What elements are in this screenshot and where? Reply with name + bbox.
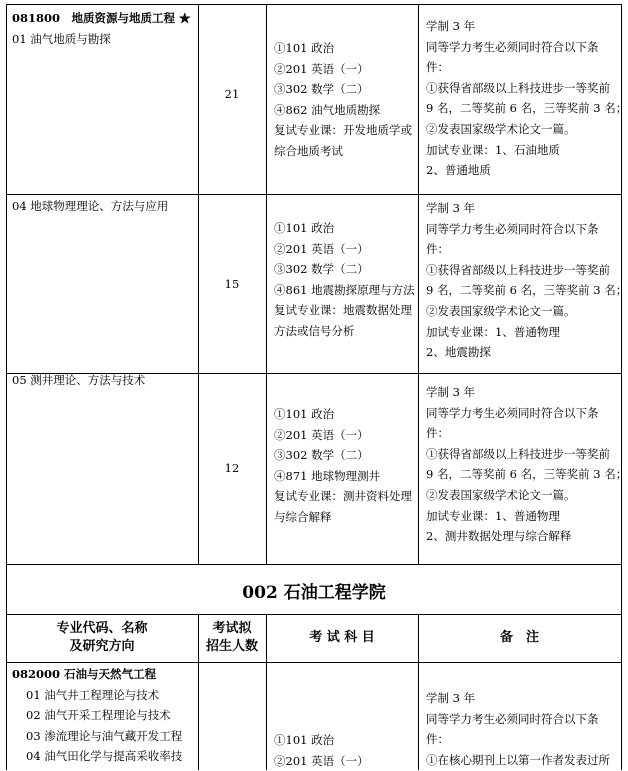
subjects-cell (274, 404, 416, 528)
header-divider (6, 662, 622, 663)
col-divider (266, 4, 267, 564)
admission-table (6, 4, 628, 770)
subject-line: 复试专业课：地震数据处理 (274, 303, 412, 318)
note-line: 件： (426, 426, 449, 441)
note-line: 学制 3 年 (426, 19, 476, 33)
subject-line: ①101 政治 (274, 221, 335, 235)
direction-name: 02 油气开采工程理论与技术 (26, 708, 171, 723)
col-divider (418, 4, 419, 564)
note-line: 件： (426, 242, 449, 257)
note-line: 9 名，二等奖前 6 名，三等奖前 3 名； (426, 101, 628, 116)
direction-name: 03 渗流理论与油气藏开发工程 (26, 728, 183, 743)
note-line: ②发表国家级学术论文一篇。 (426, 121, 576, 136)
direction-name: 04 地球物理理论、方法与应用 (12, 199, 169, 213)
direction-name: 01 油气井工程理论与技术 (26, 687, 160, 702)
subject-line: ②201 英语（一） (274, 241, 369, 256)
section-divider (6, 614, 622, 615)
subjects-cell (274, 38, 416, 162)
note-line: ①在核心期刊上以第一作者发表过所 (426, 752, 610, 767)
header-count (198, 620, 266, 656)
note-line: 9 名，二等奖前 6 名，三等奖前 3 名； (426, 283, 628, 298)
note-line: 同等学力考生必须同时符合以下条 (426, 221, 599, 236)
section-title: 002 石油工程学院 (242, 583, 386, 603)
note-line: 件： (426, 60, 449, 75)
note-line: 加试专业课：1、普通物理 (426, 324, 560, 339)
subject-line: ①101 政治 (274, 407, 335, 421)
table-border-right (621, 4, 622, 770)
subject-line: 方法或信号分析 (274, 323, 355, 338)
direction-cell (12, 370, 196, 391)
table-border-top (6, 4, 622, 5)
note-line: 2、测井数据处理与综合解释 (426, 529, 572, 544)
note-line: 同等学力考生必须同时符合以下条 (426, 39, 599, 54)
major-cell (12, 8, 196, 49)
notes-cell (426, 16, 628, 181)
direction-name: 01 油气地质与勘探 (12, 31, 111, 46)
note-line: 同等学力考生必须同时符合以下条 (426, 711, 599, 726)
note-line: 学制 3 年 (426, 691, 476, 705)
major-cell (12, 664, 196, 767)
subject-line: 综合地质考试 (274, 143, 343, 158)
enrollment-count: 15 (224, 277, 240, 291)
note-line: ①获得省部级以上科技进步一等奖前 (426, 262, 610, 277)
note-line: 加试专业课：1、普通物理 (426, 508, 560, 523)
header-major (6, 620, 198, 656)
note-line: ②发表国家级学术论文一篇。 (426, 303, 576, 318)
header-major-line1: 专业代码、名称 (56, 621, 148, 636)
header-count-line1: 考试拟 (212, 621, 252, 636)
header-subjects: 考 试 科 目 (309, 630, 375, 645)
subject-line: ③302 数学（二） (274, 262, 369, 277)
subject-line: ②201 英语（一） (274, 61, 369, 76)
subjects-cell (274, 218, 416, 342)
subject-line: ②201 英语（一） (274, 753, 369, 768)
note-line: 件： (426, 732, 449, 747)
note-line: 同等学力考生必须同时符合以下条 (426, 405, 599, 420)
subjects-cell (274, 730, 416, 771)
subject-line: ④871 地球物理测井 (274, 468, 381, 483)
row-divider (6, 194, 622, 195)
header-major-line2: 及研究方向 (69, 639, 135, 654)
subject-line: ①101 政治 (274, 733, 335, 747)
note-line: 学制 3 年 (426, 201, 476, 215)
header-count-line2: 招生人数 (205, 639, 258, 654)
notes-cell (426, 688, 620, 770)
note-line: 2、普通地质 (426, 163, 491, 178)
subject-line: ④862 油气地质勘探 (274, 102, 381, 117)
note-line: 2、地震勘探 (426, 345, 491, 360)
subject-line: ③302 数学（二） (274, 82, 369, 97)
note-line: ②发表国家级学术论文一篇。 (426, 487, 576, 502)
major-name: 082000 石油与天然气工程 (12, 667, 157, 681)
row-divider (6, 564, 622, 565)
subject-line: ①101 政治 (274, 41, 335, 55)
subject-line: 复试专业课：开发地质学或 (274, 123, 412, 138)
subject-line: 复试专业课：测井资料处理 (274, 489, 412, 504)
major-name: 081800 地质资源与地质工程 ★ (12, 11, 191, 25)
direction-name: 05 测井理论、方法与技术 (12, 373, 146, 387)
direction-name: 04 油气田化学与提高采收率技 (26, 749, 183, 764)
note-line: ①获得省部级以上科技进步一等奖前 (426, 446, 610, 461)
notes-cell (426, 382, 628, 547)
enrollment-count: 12 (224, 461, 240, 475)
subject-line: ②201 英语（一） (274, 427, 369, 442)
note-line: 加试专业课：1、石油地质 (426, 142, 560, 157)
subject-line: ④861 地震勘探原理与方法 (274, 282, 415, 297)
header-notes: 备 注 (499, 630, 539, 645)
notes-cell (426, 198, 628, 363)
subject-line: 与综合解释 (274, 509, 332, 524)
direction-cell (12, 196, 196, 217)
note-line: ①获得省部级以上科技进步一等奖前 (426, 80, 610, 95)
note-line: 9 名，二等奖前 6 名，三等奖前 3 名； (426, 467, 628, 482)
subject-line: ③302 数学（二） (274, 448, 369, 463)
enrollment-count: 21 (224, 87, 240, 101)
note-line: 学制 3 年 (426, 385, 476, 399)
